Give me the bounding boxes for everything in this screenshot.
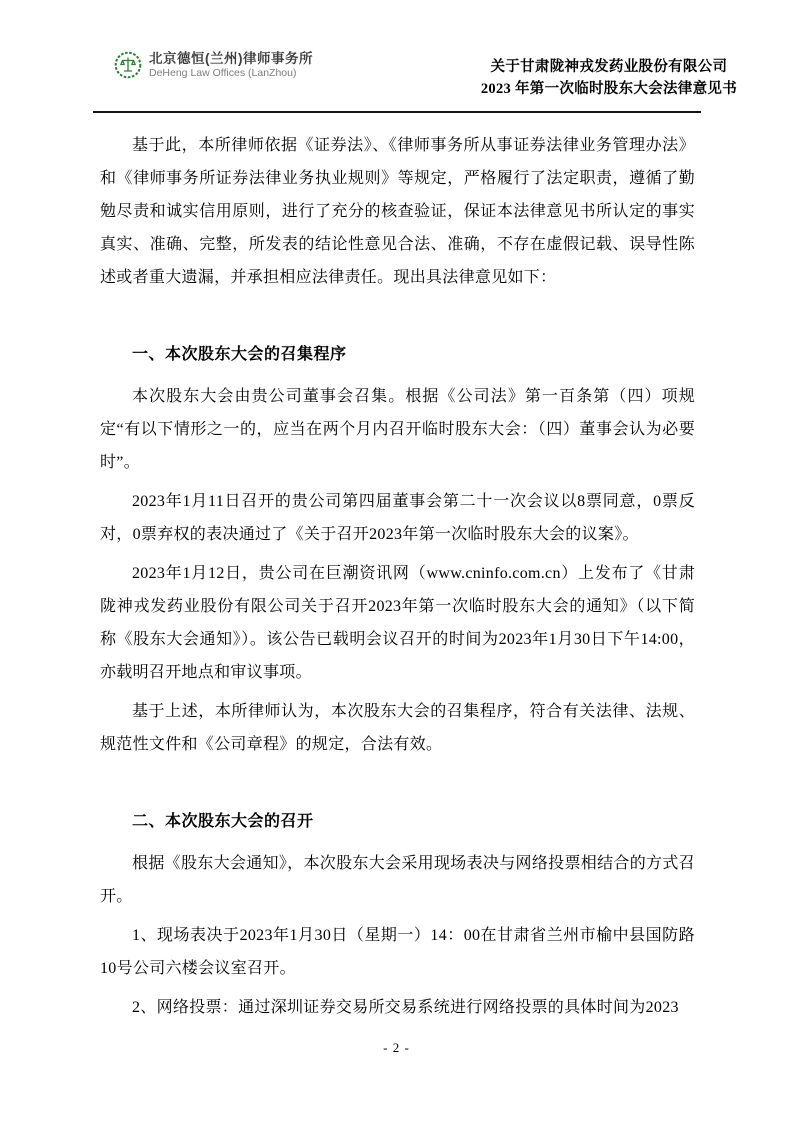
firm-name-zh: 北京德恒(兰州)律师事务所 (149, 51, 313, 66)
deheng-logo-icon (114, 51, 142, 79)
section-1-paragraph: 本次股东大会由贵公司董事会召集。根据《公司法》第一百条第（四）项规定“有以下情形之一的，应当在两个月内召开临时股东大会：（四）董事会认为必要时”。 (100, 388, 695, 471)
section-1-paragraph: 2023年1月11日召开的贵公司第四届董事会第二十一次会议以8票同意，0票反对，0票弃权的表决通过了《关于召开2023年第一次临时股东大会的议案》。 (100, 493, 695, 543)
section-1-paragraph: 基于上述，本所律师认为，本次股东大会的召集程序，符合有关法律、法规、规范性文件和《公司章程》的规定，合法有效。 (100, 703, 695, 753)
doc-title-line1: 关于甘肃陇神戎发药业股份有限公司 (490, 59, 728, 75)
section-2-paragraph: 根据《股东大会通知》，本次股东大会采用现场表决与网络投票相结合的方式召开。 (100, 855, 695, 905)
firm-name-en: DeHeng Law Offices (LanZhou) (149, 67, 297, 79)
document-header (0, 0, 793, 100)
header-divider (93, 111, 701, 113)
intro-paragraph: 基于此，本所律师依据《证券法》、《律师事务所从事证券法律业务管理办法》和《律师事务所证券法律业务执业规则》等规定，严格履行了法定职责，遵循了勤勉尽责和诚实信用原则，进行了充分的核查验证，保证本法律意见书所认定的事实真实、准确、完整，所发表的结论性意见合法、准确，不存在虚假记载、误导性陈述或者重大遗漏，并承担相应法律责任。现出具法律意见如下： (100, 137, 695, 286)
section-2-paragraph: 1、现场表决于2023年1月30日（星期一）14：00在甘肃省兰州市榆中县国防路10号公司六楼会议室召开。 (100, 927, 695, 977)
firm-identity (114, 50, 313, 80)
section-2-heading: 二、本次股东大会的召开 (132, 813, 314, 830)
page-number: - 2 - (383, 1040, 410, 1055)
document-title (481, 57, 737, 100)
section-1-heading: 一、本次股东大会的召集程序 (132, 346, 347, 363)
section-2-paragraph: 2、网络投票：通过深圳证券交易所交易系统进行网络投票的具体时间为2023 (132, 999, 679, 1016)
doc-title-line2: 2023 年第一次临时股东大会法律意见书 (480, 80, 737, 97)
section-1-paragraph: 2023年1月12日，贵公司在巨潮资讯网（www.cninfo.com.cn）上发布了《甘肃陇神戎发药业股份有限公司关于召开2023年第一次临时股东大会的通知》（以下简称《股东大会通知》）。该公告已载明会议召开的时间为2023年1月30日下午14:00，亦载明召开地点和审议事项。 (100, 565, 695, 681)
document-body (100, 129, 695, 1024)
firm-names (149, 50, 313, 80)
